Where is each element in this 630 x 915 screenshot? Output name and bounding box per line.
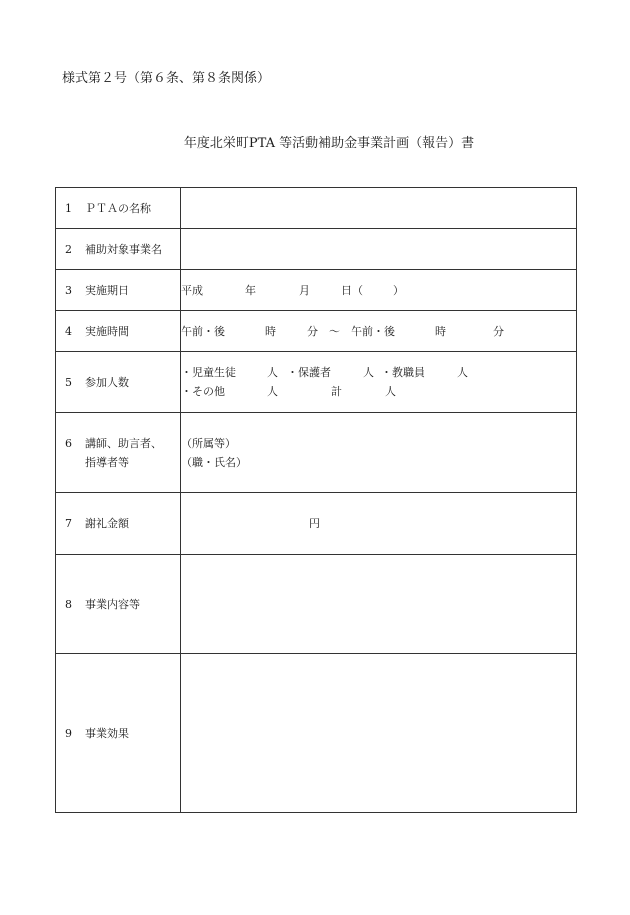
others-label: ・その他 [181, 385, 225, 398]
end-minute-unit: 分 [493, 324, 504, 338]
row-label-cell [56, 654, 181, 813]
row-label-line2: 指導者等 [85, 455, 129, 469]
row-number: 7 [65, 517, 72, 530]
project-content-field[interactable] [181, 555, 577, 654]
staff-unit: 人 [457, 366, 468, 379]
row-number: 3 [65, 283, 72, 297]
table-row [56, 654, 577, 813]
row-label: 補助対象事業名 [85, 242, 162, 256]
row-label: 事業内容等 [85, 597, 140, 611]
time-range-tilde: ～ [329, 324, 340, 338]
table-row [56, 311, 577, 352]
row-label: 事業効果 [85, 726, 129, 740]
row-label-cell [56, 270, 181, 311]
name-title-label: （職・氏名） [181, 455, 247, 469]
row-label: 謝礼金額 [85, 517, 129, 530]
row-number: 5 [65, 375, 72, 389]
table-row [56, 270, 577, 311]
row-number: 1 [65, 201, 72, 215]
row-label: 実施期日 [85, 283, 129, 297]
instructor-field[interactable] [181, 413, 577, 493]
project-name-field[interactable] [181, 229, 577, 270]
guardians-label: ・保護者 [287, 366, 331, 379]
pta-name-field[interactable] [181, 188, 577, 229]
row-label-cell [56, 352, 181, 413]
table-row [56, 493, 577, 555]
row-number: 6 [65, 436, 72, 450]
row-label-cell [56, 188, 181, 229]
affiliation-label: （所属等） [181, 436, 236, 450]
date-weekday-close: ） [393, 283, 404, 297]
row-label-cell [56, 311, 181, 352]
date-day-unit: 日（ [341, 283, 363, 297]
document-title-text: 年度北栄町PTA 等活動補助金事業計画（報告）書 [183, 136, 475, 151]
table-row [56, 413, 577, 493]
date-month-unit: 月 [299, 283, 310, 297]
table-row [56, 555, 577, 654]
row-label: 講師、助言者、 [85, 436, 162, 450]
start-ampm: 午前・後 [181, 324, 225, 338]
end-hour-unit: 時 [435, 324, 446, 338]
table-row [56, 352, 577, 413]
project-effect-field[interactable] [181, 654, 577, 813]
date-year-unit: 年 [245, 283, 256, 297]
row-label: ＰＴＡの名称 [85, 201, 151, 215]
students-unit: 人 [267, 366, 278, 379]
row-number: 9 [65, 726, 72, 740]
table-row [56, 229, 577, 270]
yen-unit: 円 [309, 517, 320, 530]
row-label-cell [56, 413, 181, 493]
row-label: 実施時間 [85, 324, 129, 338]
end-ampm: 午前・後 [351, 324, 395, 338]
time-field[interactable] [181, 311, 577, 352]
form-number: 様式第２号（第６条、第８条関係） [62, 71, 271, 86]
application-form-table [55, 187, 577, 813]
date-era: 平成 [181, 283, 203, 297]
row-label-cell [56, 229, 181, 270]
fee-field[interactable] [181, 493, 577, 555]
guardians-unit: 人 [363, 366, 374, 379]
staff-label: ・教職員 [381, 366, 425, 379]
row-label-cell [56, 555, 181, 654]
others-unit: 人 [267, 385, 278, 398]
total-unit: 人 [385, 385, 396, 398]
participants-field[interactable] [181, 352, 577, 413]
row-label: 参加人数 [85, 375, 129, 389]
students-label: ・児童生徒 [181, 366, 236, 379]
row-number: 4 [65, 324, 72, 338]
row-label-cell [56, 493, 181, 555]
date-field[interactable] [181, 270, 577, 311]
start-hour-unit: 時 [265, 324, 276, 338]
document-title [0, 132, 630, 151]
row-number: 2 [65, 242, 72, 256]
row-number: 8 [65, 597, 72, 611]
total-label: 計 [331, 385, 342, 398]
start-minute-unit: 分 [307, 324, 318, 338]
table-row [56, 188, 577, 229]
